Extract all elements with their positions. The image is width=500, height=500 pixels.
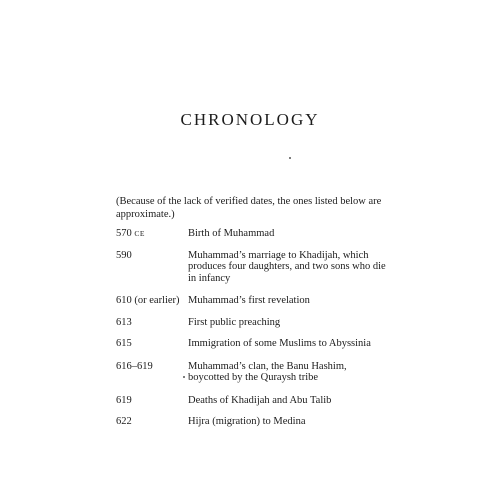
entry-event: Birth of Muhammad bbox=[188, 228, 275, 239]
chronology-entry bbox=[116, 228, 396, 240]
chronology-entry bbox=[116, 250, 396, 285]
entry-date: 615 bbox=[116, 338, 132, 349]
entry-date: 616–619 bbox=[116, 360, 153, 372]
entry-date: 610 (or earlier) bbox=[116, 295, 180, 306]
chronology-entry bbox=[116, 317, 396, 329]
entry-event: Deaths of Khadijah and Abu Talib bbox=[188, 394, 332, 406]
entry-event: Immigration of some Muslims to Abyssinia bbox=[188, 338, 371, 349]
entry-event: Muhammad’s marriage to Khadijah, which produces four daughters, and two sons who die in infancy bbox=[188, 249, 386, 284]
speck-mark bbox=[183, 376, 185, 378]
era-label: CE bbox=[134, 229, 145, 238]
entry-date: 570 CE bbox=[116, 228, 145, 239]
chronology-entry bbox=[116, 361, 396, 384]
page-title: CHRONOLOGY bbox=[180, 110, 320, 129]
chronology-entry bbox=[116, 416, 396, 428]
entry-event: Hijra (migration) to Medina bbox=[188, 416, 306, 427]
entry-date: 613 bbox=[116, 316, 132, 328]
chronology-entry bbox=[116, 295, 396, 307]
chronology-list bbox=[116, 228, 396, 428]
entry-date: 622 bbox=[116, 416, 132, 427]
intro-note: (Because of the lack of verified dates, the ones listed below are approximate.) bbox=[116, 196, 382, 220]
speck-mark bbox=[289, 157, 291, 159]
entry-date: 619 bbox=[116, 394, 132, 406]
chronology-entry bbox=[116, 395, 396, 407]
entry-event: Muhammad’s clan, the Banu Hashim, boycotted by the Quraysh tribe bbox=[188, 360, 347, 383]
entry-event: Muhammad’s first revelation bbox=[188, 295, 310, 306]
entry-event: First public preaching bbox=[188, 316, 281, 328]
entry-date: 590 bbox=[116, 249, 132, 261]
chronology-entry bbox=[116, 338, 396, 350]
